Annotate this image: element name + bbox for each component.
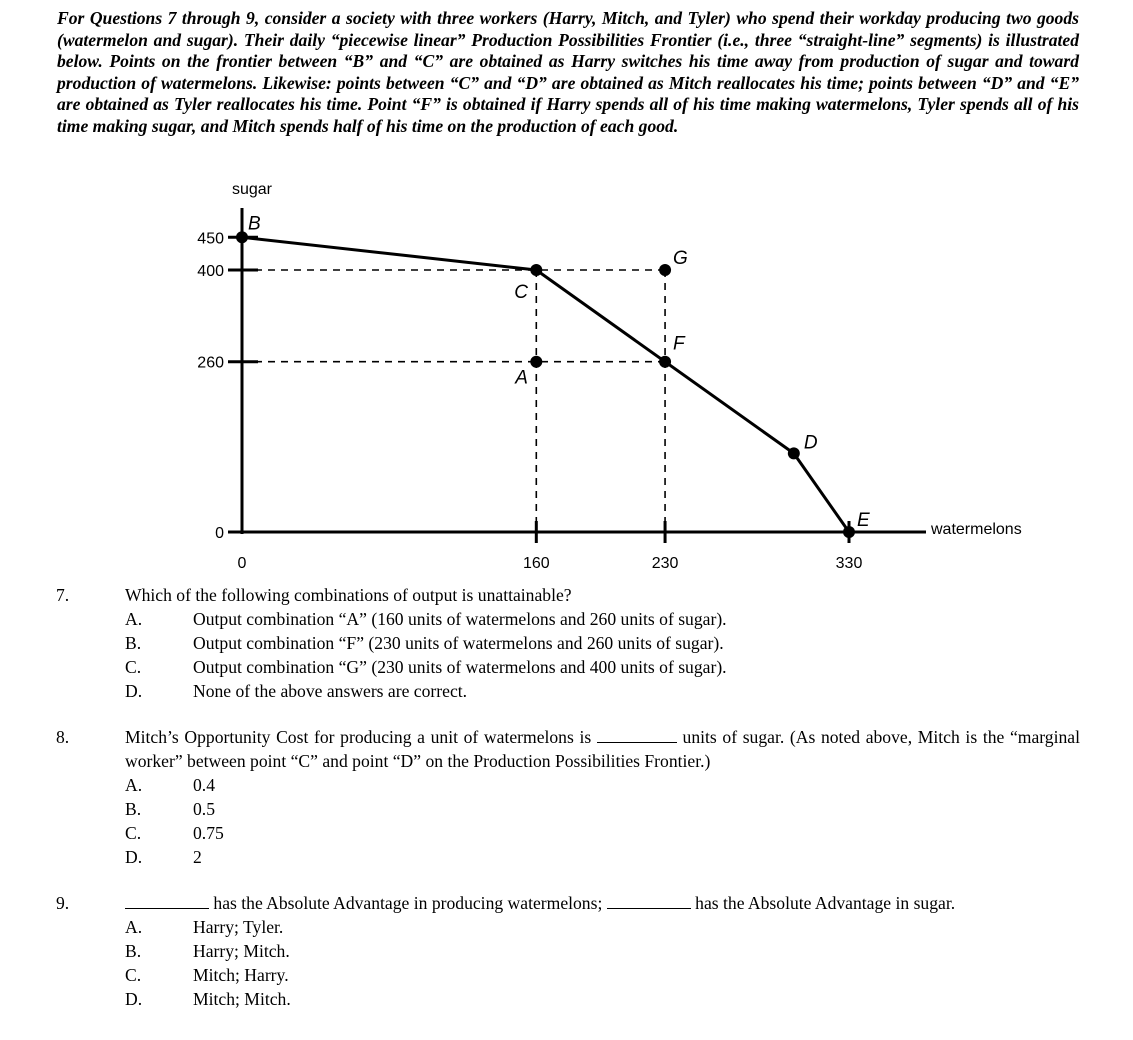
x-tick-label: 160 xyxy=(522,555,550,572)
option-letter: D. xyxy=(125,681,143,701)
point-g xyxy=(659,264,671,276)
question-text-mid: has the Absolute Advantage in producing watermelons; xyxy=(213,893,603,913)
intro-paragraph: For Questions 7 through 9, consider a society with three workers (Harry, Mitch, and Tyler) who spend their workday producing two goods (watermelon and sugar). Their daily “piecewise linear” Production Possibilities Frontier (i.e., three “straight-line” segments) is illustrated below. Points on the frontier between “B” and “C” are obtained as Harry switches his time away from production of sugar and toward production of watermelons. Likewise: points between “C” and “D” are obtained as Mitch reallocates his time; points between “D” and “E” are obtained as Tyler reallocates his time. Point “F” is obtained if Harry spends all of his time making watermelons, Tyler spends all of his time making sugar, and Mitch spends half of his time on the production of each good. xyxy=(57,8,1079,136)
points xyxy=(236,213,870,538)
option-letter: C. xyxy=(125,823,142,843)
option-letter: D. xyxy=(125,847,143,867)
point-b xyxy=(236,231,248,243)
option-letter: A. xyxy=(125,775,143,795)
frontier-line xyxy=(242,237,849,532)
point-e xyxy=(843,526,855,538)
point-f xyxy=(659,356,671,368)
y-tick-label: 0 xyxy=(215,525,224,542)
question-text-end: has the Absolute Advantage in sugar. xyxy=(695,893,956,913)
x-tick-label: 0 xyxy=(237,555,247,572)
question-text xyxy=(125,725,1080,773)
option-text: Harry; Mitch. xyxy=(193,941,290,961)
point-label-e: E xyxy=(857,510,870,531)
option-text: 0.4 xyxy=(193,775,215,795)
question-text: Which of the following combinations of output is unattainable? xyxy=(125,585,572,605)
option-letter: B. xyxy=(125,799,142,819)
tick-marks xyxy=(197,230,862,572)
option-letter: B. xyxy=(125,941,142,961)
option-text: 0.75 xyxy=(193,823,224,843)
option-text: Harry; Tyler. xyxy=(193,917,284,937)
option-text: Mitch; Harry. xyxy=(193,965,289,985)
option-letter: C. xyxy=(125,965,142,985)
option-text: 0.5 xyxy=(193,799,215,819)
option-letter: B. xyxy=(125,633,142,653)
y-tick-label: 450 xyxy=(197,230,224,248)
point-c xyxy=(530,264,542,276)
option-text: None of the above answers are correct. xyxy=(193,681,468,701)
option-text: Mitch; Mitch. xyxy=(193,989,291,1009)
option-letter: D. xyxy=(125,989,143,1009)
point-label-g: G xyxy=(673,248,688,269)
x-axis-title: watermelons xyxy=(931,521,1022,538)
question-text xyxy=(125,891,1080,915)
x-tick-label: 230 xyxy=(651,555,679,572)
question-number: 8. xyxy=(56,727,70,747)
question-text-after: units of sugar. (As noted above, Mitch is the “marginal worker” between point “C” and point “D” on the Production Possibilities Frontier.) xyxy=(125,727,1080,771)
answer-blank-1 xyxy=(125,893,209,909)
point-label-d: D xyxy=(803,432,818,454)
option-letter: A. xyxy=(125,917,143,937)
answer-blank-2 xyxy=(607,893,691,909)
y-tick-label: 400 xyxy=(197,263,224,280)
option-text: 2 xyxy=(193,847,202,867)
point-label-c: C xyxy=(514,282,529,303)
point-d xyxy=(788,447,800,459)
question-number: 9. xyxy=(56,893,70,913)
answer-blank xyxy=(597,727,677,743)
y-axis-title: sugar xyxy=(231,181,273,198)
point-label-b: B xyxy=(248,213,261,235)
frontier xyxy=(242,237,849,532)
question-number: 7. xyxy=(56,585,70,605)
point-label-a: A xyxy=(515,367,528,389)
axes xyxy=(236,208,926,534)
option-letter: A. xyxy=(125,609,143,629)
option-text: Output combination “G” (230 units of watermelons and 400 units of sugar). xyxy=(193,657,727,677)
dashed-guides xyxy=(242,270,665,532)
x-tick-label: 330 xyxy=(835,555,863,572)
point-label-f: F xyxy=(673,333,685,355)
option-letter: C. xyxy=(125,657,142,677)
y-tick-label: 260 xyxy=(197,354,224,372)
point-a xyxy=(530,356,542,368)
question-text-before: Mitch’s Opportunity Cost for producing a unit of watermelons is xyxy=(125,727,592,747)
option-text: Output combination “A” (160 units of watermelons and 260 units of sugar). xyxy=(193,609,727,629)
option-text: Output combination “F” (230 units of watermelons and 260 units of sugar). xyxy=(193,633,724,653)
